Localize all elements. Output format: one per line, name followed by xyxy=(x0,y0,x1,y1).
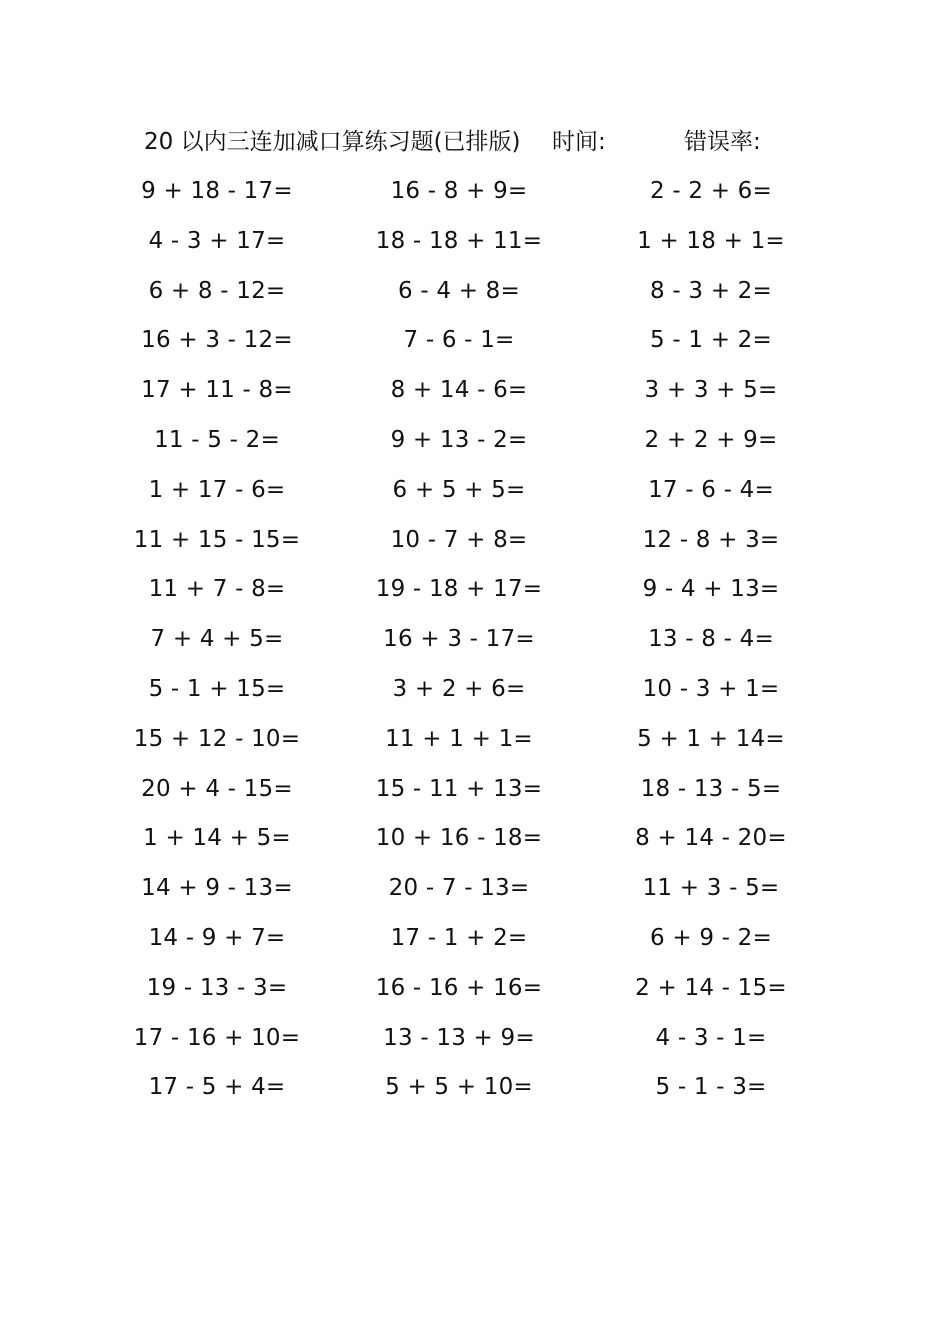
problem-row xyxy=(0,222,950,272)
math-problem: 14 + 9 - 13= xyxy=(141,875,293,902)
math-problem: 11 + 1 + 1= xyxy=(385,725,533,752)
math-problem: 7 + 4 + 5= xyxy=(150,626,284,653)
math-problem: 11 + 15 - 15= xyxy=(133,526,301,553)
math-problem: 10 + 16 - 18= xyxy=(375,825,543,852)
problem-row xyxy=(0,620,950,670)
math-problem: 6 + 5 + 5= xyxy=(392,476,526,503)
math-problem: 9 + 18 - 17= xyxy=(141,178,293,204)
math-problem: 5 + 1 + 14= xyxy=(637,725,785,752)
math-problem: 13 - 8 - 4= xyxy=(648,626,774,653)
math-problem: 2 + 2 + 9= xyxy=(644,426,778,453)
math-problem: 11 + 3 - 5= xyxy=(642,875,780,902)
math-problem: 9 + 13 - 2= xyxy=(390,426,528,453)
math-problem: 10 - 3 + 1= xyxy=(642,675,780,702)
math-problem: 4 - 3 - 1= xyxy=(655,1024,767,1051)
math-problem: 1 + 14 + 5= xyxy=(143,825,291,852)
math-problem: 18 - 18 + 11= xyxy=(375,227,543,254)
problem-grid xyxy=(0,172,950,1118)
time-label: 时间: xyxy=(552,129,606,155)
math-problem: 6 - 4 + 8= xyxy=(398,277,520,304)
problem-row xyxy=(0,720,950,770)
math-problem: 9 - 4 + 13= xyxy=(642,576,780,603)
error-rate-label: 错误率: xyxy=(684,129,761,155)
math-problem: 8 - 3 + 2= xyxy=(650,277,772,304)
math-problem: 17 - 5 + 4= xyxy=(148,1074,286,1101)
math-problem: 8 + 14 - 6= xyxy=(390,377,528,404)
math-problem: 17 - 6 - 4= xyxy=(648,476,774,503)
problem-row xyxy=(0,670,950,720)
math-problem: 5 + 5 + 10= xyxy=(385,1074,533,1101)
math-problem: 20 - 7 - 13= xyxy=(388,875,530,902)
math-problem: 18 - 13 - 5= xyxy=(640,775,782,802)
math-problem: 6 + 8 - 12= xyxy=(148,277,286,304)
worksheet-title: 20 以内三连加减口算练习题(已排版) xyxy=(144,129,521,155)
problem-row xyxy=(0,521,950,571)
math-problem: 16 + 3 - 12= xyxy=(141,327,293,354)
math-problem: 16 - 8 + 9= xyxy=(390,178,528,204)
math-problem: 7 - 6 - 1= xyxy=(403,327,515,354)
math-problem: 10 - 7 + 8= xyxy=(390,526,528,553)
math-problem: 20 + 4 - 15= xyxy=(141,775,293,802)
problem-row xyxy=(0,919,950,969)
math-problem: 4 - 3 + 17= xyxy=(148,227,286,254)
problem-row xyxy=(0,969,950,1019)
math-problem: 2 - 2 + 6= xyxy=(650,178,772,204)
math-problem: 12 - 8 + 3= xyxy=(642,526,780,553)
problem-row xyxy=(0,869,950,919)
math-problem: 8 + 14 - 20= xyxy=(635,825,787,852)
math-problem: 3 + 3 + 5= xyxy=(644,377,778,404)
math-problem: 19 - 18 + 17= xyxy=(375,576,543,603)
math-problem: 15 - 11 + 13= xyxy=(375,775,543,802)
problem-row xyxy=(0,1019,950,1069)
problem-row xyxy=(0,272,950,322)
problem-row xyxy=(0,1068,950,1118)
math-problem: 3 + 2 + 6= xyxy=(392,675,526,702)
math-problem: 17 - 1 + 2= xyxy=(390,924,528,951)
math-problem: 5 - 1 + 15= xyxy=(148,675,286,702)
problem-row xyxy=(0,172,950,222)
problem-row xyxy=(0,819,950,869)
math-problem: 6 + 9 - 2= xyxy=(650,924,772,951)
math-problem: 16 - 16 + 16= xyxy=(375,974,543,1001)
math-problem: 15 + 12 - 10= xyxy=(133,725,301,752)
math-problem: 1 + 18 + 1= xyxy=(637,227,785,254)
math-problem: 13 - 13 + 9= xyxy=(383,1024,535,1051)
problem-row xyxy=(0,371,950,421)
math-problem: 19 - 13 - 3= xyxy=(146,974,288,1001)
problem-row xyxy=(0,570,950,620)
worksheet-header xyxy=(144,124,824,160)
problem-row xyxy=(0,471,950,521)
math-problem: 11 - 5 - 2= xyxy=(154,426,280,453)
math-problem: 5 - 1 - 3= xyxy=(655,1074,767,1101)
math-problem: 1 + 17 - 6= xyxy=(148,476,286,503)
math-problem: 14 - 9 + 7= xyxy=(148,924,286,951)
math-problem: 5 - 1 + 2= xyxy=(650,327,772,354)
math-problem: 2 + 14 - 15= xyxy=(635,974,787,1001)
math-problem: 16 + 3 - 17= xyxy=(383,626,535,653)
math-problem: 17 - 16 + 10= xyxy=(133,1024,301,1051)
math-problem: 17 + 11 - 8= xyxy=(141,377,293,404)
math-problem: 11 + 7 - 8= xyxy=(148,576,286,603)
problem-row xyxy=(0,421,950,471)
problem-row xyxy=(0,770,950,820)
problem-row xyxy=(0,321,950,371)
